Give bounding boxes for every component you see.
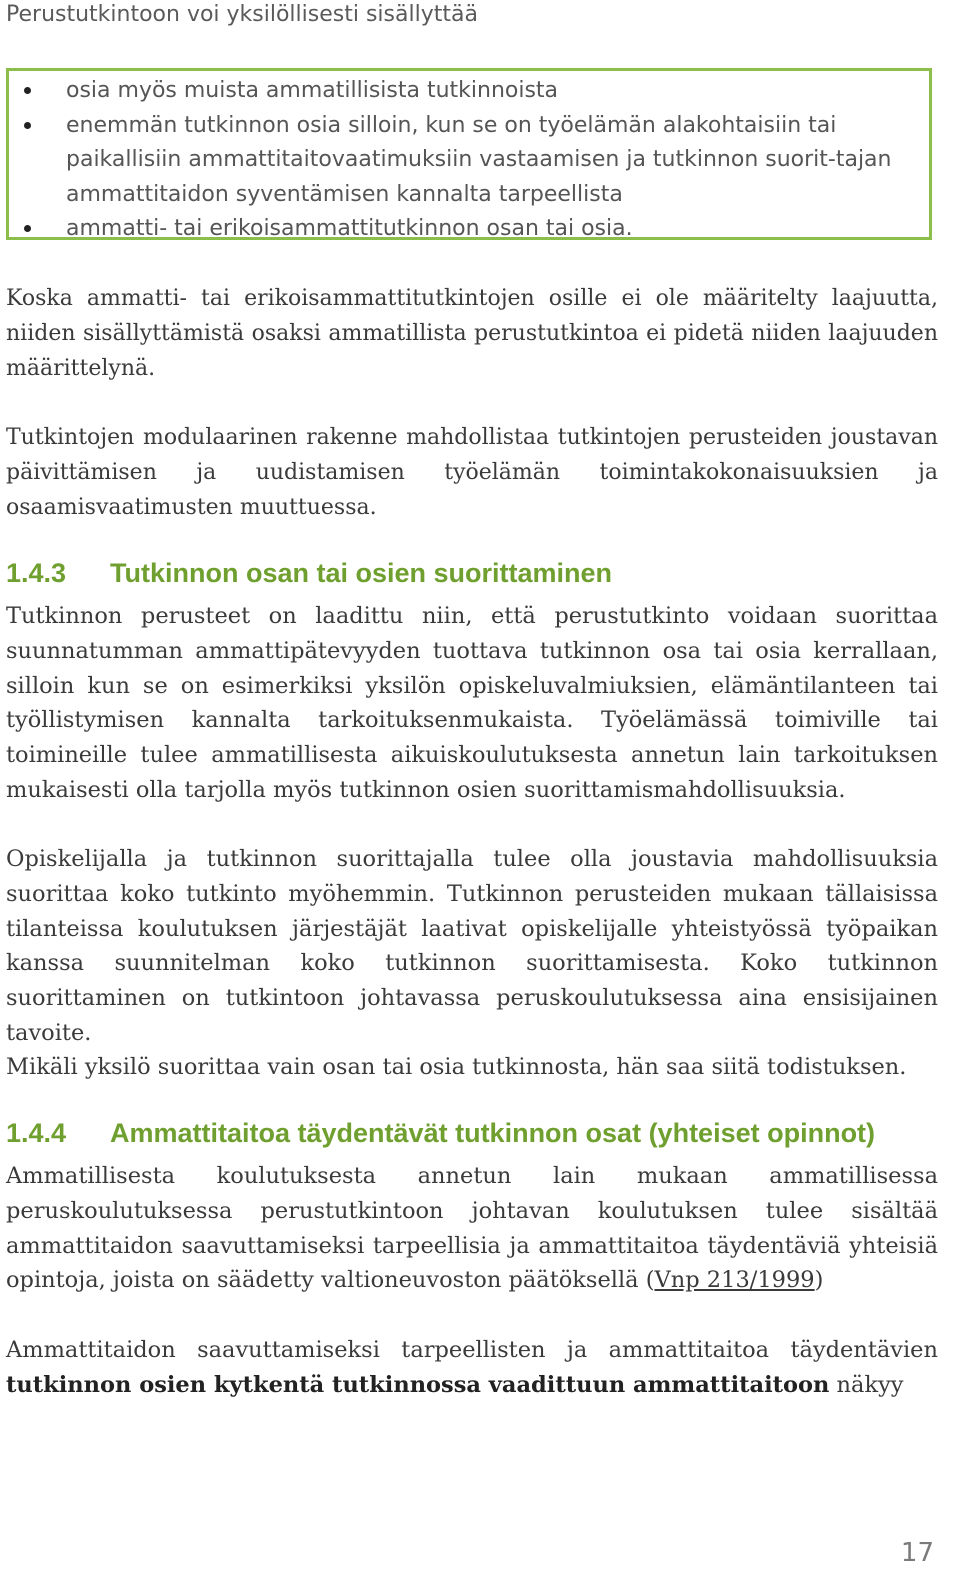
- paragraph-text: Ammatillisesta koulutuksesta annetun lain mukaan ammatillisessa peruskoulutuksessa perustutkintoon johtavan koulutuksen tulee sisältää ammattitaidon saavuttamiseksi tarpeellisia ja ammattitaitoa täydentäviä yhteisiä opintoja, joista on säädetty valtioneuvoston päätöksellä (: [6, 1163, 938, 1294]
- section-heading-1-4-4: [6, 1115, 875, 1151]
- paragraph-1: Koska ammatti- tai erikoisammattitutkintojen osille ei ole määritelty laajuutta, niiden sisällyttämistä osaksi ammatillista perustutkintoa ei pidetä niiden laajuuden määrittelynä.: [6, 286, 938, 381]
- bullet-list: [6, 74, 932, 247]
- section-number: 1.4.3: [6, 558, 67, 588]
- list-item-text: enemmän tutkinnon osia silloin, kun se on työelämän alakohtaisiin tai paikallisiin ammattitaitovaatimuksiin vastaamisen ja tutkinnon suorit-tajan ammattitaidon syventämisen kannalta tarpeellista: [66, 112, 892, 207]
- regulation-link[interactable]: Vnp 213/1999: [654, 1267, 815, 1294]
- section-heading-1-4-3: [6, 555, 612, 591]
- paragraph-text: näkyy: [829, 1371, 904, 1398]
- paragraph-text: Ammattitaidon saavuttamiseksi tarpeellisten ja ammattitaitoa täydentävien: [6, 1337, 938, 1363]
- section-title: Tutkinnon osan tai osien suorittaminen: [110, 558, 613, 588]
- bold-emphasis: tutkinnon osien kytkentä tutkinnossa vaadittuun ammattitaitoon: [6, 1371, 830, 1398]
- bullet-icon: [24, 122, 31, 129]
- intro-text: Perustutkintoon voi yksilöllisesti sisällyttää: [6, 2, 478, 27]
- section-number: 1.4.4: [6, 1118, 67, 1148]
- bullet-icon: [24, 225, 31, 232]
- paragraph-5: Mikäli yksilö suorittaa vain osan tai osia tutkinnosta, hän saa siitä todistuksen.: [6, 1054, 907, 1080]
- list-item: [6, 74, 932, 109]
- paragraph-6: [6, 1159, 938, 1298]
- paragraph-text: ): [814, 1267, 824, 1294]
- paragraph-2: Tutkintojen modulaarinen rakenne mahdollistaa tutkintojen perusteiden joustavan päivittämisen ja uudistamisen työelämän toimintakokonaisuuksien ja osaamisvaatimusten muuttuessa.: [6, 425, 938, 520]
- page-number: 17: [900, 1538, 934, 1568]
- list-item: [6, 212, 932, 247]
- list-item: [6, 109, 932, 213]
- paragraph-7: [6, 1333, 938, 1403]
- bullet-icon: [24, 87, 31, 94]
- paragraph-3: Tutkinnon perusteet on laadittu niin, että perustutkinto voidaan suorittaa suunnatumman ammattipätevyyden tuottava tutkinnon osa tai osia kerrallaan, silloin kun se on esimerkiksi yksilön opiskeluvalmiuksien, elämäntilanteen tai työllistymisen kannalta tarkoituksenmukaista. Työelämässä toimiville tai toimineille tulee ammatillisesta aikuiskoulutuksesta annetun lain tarkoituksen mukaisesti olla tarjolla myös tutkinnon osien suorittamismahdollisuuksia.: [6, 603, 938, 803]
- list-item-text: ammatti- tai erikoisammattitutkinnon osan tai osia.: [66, 216, 633, 241]
- list-item-text: osia myös muista ammatillisista tutkinnoista: [66, 78, 559, 103]
- section-title: Ammattitaitoa täydentävät tutkinnon osat (yhteiset opinnot): [110, 1118, 876, 1148]
- paragraph-4: Opiskelijalla ja tutkinnon suorittajalla tulee olla joustavia mahdollisuuksia suorittaa koko tutkinto myöhemmin. Tutkinnon perusteiden mukaan tällaisissa tilanteissa koulutuksen järjestäjät laativat opiskelijalle yhteistyössä työpaikan kanssa suunnitelman koko tutkinnon suorittamisesta. Koko tutkinnon suorittaminen on tutkintoon johtavassa peruskoulutuksessa aina ensisijainen tavoite.: [6, 846, 938, 1046]
